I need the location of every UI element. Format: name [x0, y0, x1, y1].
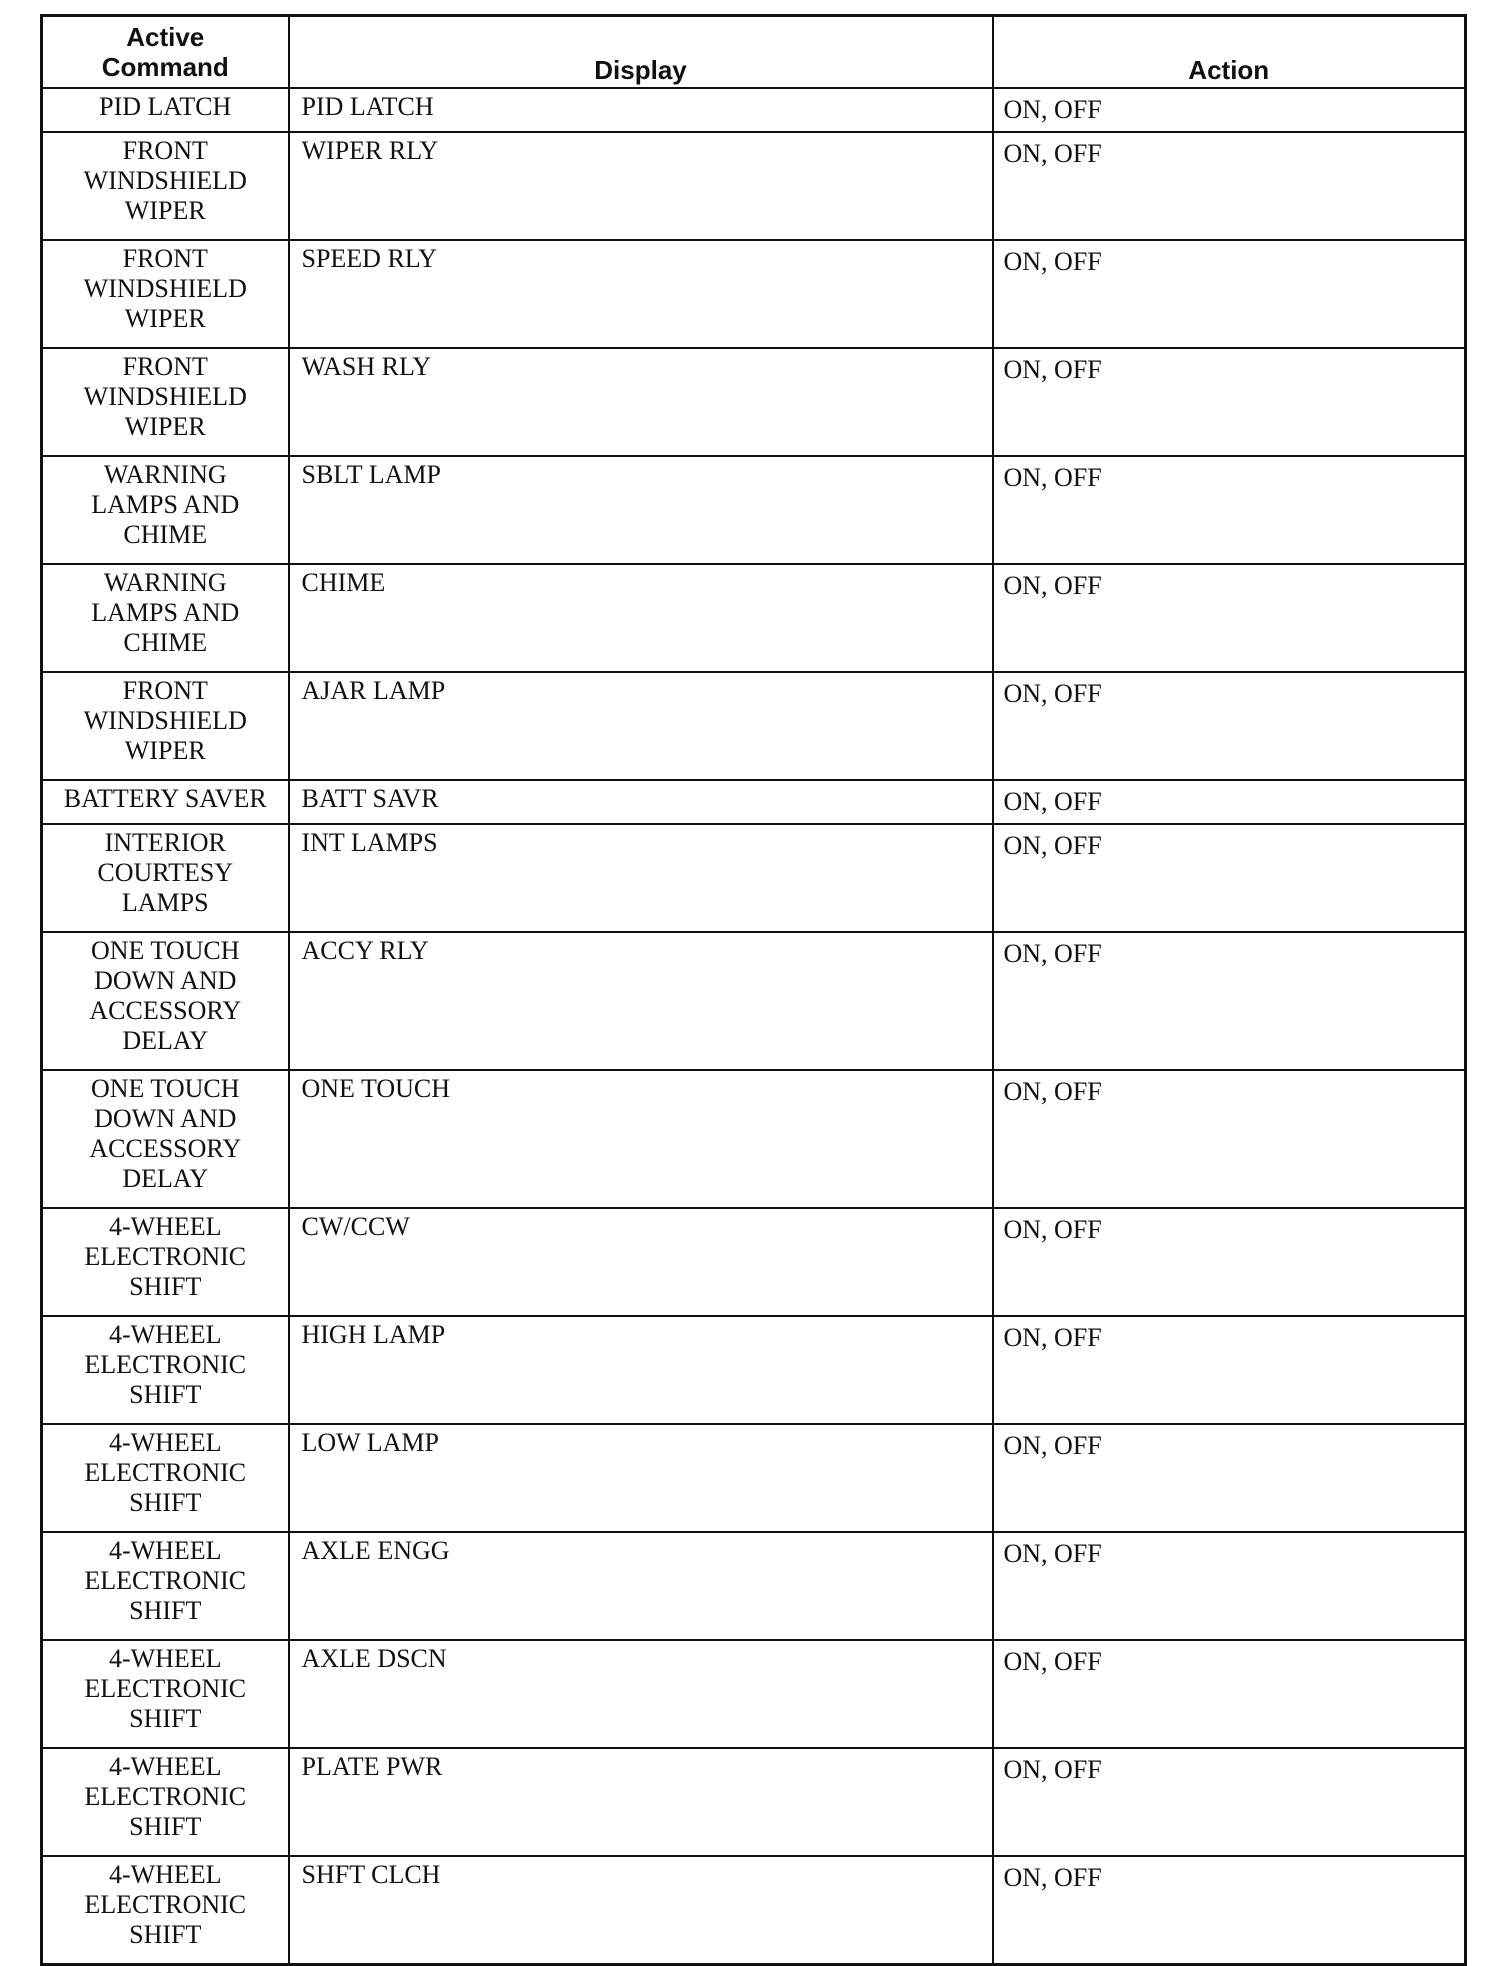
table-row [42, 1748, 1466, 1856]
cell-active-command: 4-WHEEL ELECTRONIC SHIFT [42, 1424, 289, 1532]
table-row [42, 1532, 1466, 1640]
cell-display: ONE TOUCH [289, 1070, 993, 1208]
table-row [42, 780, 1466, 824]
cell-action: ON, OFF [993, 672, 1466, 780]
cell-action: ON, OFF [993, 780, 1466, 824]
table-row [42, 1316, 1466, 1424]
table-row [42, 88, 1466, 132]
table-row [42, 132, 1466, 240]
cell-active-command: BATTERY SAVER [42, 780, 289, 824]
cell-action: ON, OFF [993, 88, 1466, 132]
cell-display: PLATE PWR [289, 1748, 993, 1856]
table-header [42, 16, 1466, 89]
cell-display: WASH RLY [289, 348, 993, 456]
cell-display: SBLT LAMP [289, 456, 993, 564]
cell-active-command: 4-WHEEL ELECTRONIC SHIFT [42, 1640, 289, 1748]
cell-active-command: 4-WHEEL ELECTRONIC SHIFT [42, 1856, 289, 1965]
cell-action: ON, OFF [993, 1070, 1466, 1208]
cell-active-command: FRONT WINDSHIELD WIPER [42, 672, 289, 780]
table-row [42, 1856, 1466, 1965]
table-row [42, 824, 1466, 932]
cell-action: ON, OFF [993, 1316, 1466, 1424]
table-row [42, 240, 1466, 348]
cell-action: ON, OFF [993, 348, 1466, 456]
cell-display: HIGH LAMP [289, 1316, 993, 1424]
cell-active-command: FRONT WINDSHIELD WIPER [42, 240, 289, 348]
cell-active-command: ONE TOUCH DOWN AND ACCESSORY DELAY [42, 1070, 289, 1208]
table-row [42, 672, 1466, 780]
cell-action: ON, OFF [993, 132, 1466, 240]
cell-display: BATT SAVR [289, 780, 993, 824]
cell-active-command: ONE TOUCH DOWN AND ACCESSORY DELAY [42, 932, 289, 1070]
cell-action: ON, OFF [993, 456, 1466, 564]
cell-active-command: 4-WHEEL ELECTRONIC SHIFT [42, 1316, 289, 1424]
cell-active-command: 4-WHEEL ELECTRONIC SHIFT [42, 1748, 289, 1856]
cell-action: ON, OFF [993, 1208, 1466, 1316]
cell-display: AXLE ENGG [289, 1532, 993, 1640]
cell-action: ON, OFF [993, 240, 1466, 348]
cell-display: AXLE DSCN [289, 1640, 993, 1748]
cell-active-command: FRONT WINDSHIELD WIPER [42, 348, 289, 456]
active-command-table [40, 14, 1467, 1966]
cell-active-command: FRONT WINDSHIELD WIPER [42, 132, 289, 240]
cell-display: WIPER RLY [289, 132, 993, 240]
table-row [42, 1208, 1466, 1316]
cell-action: ON, OFF [993, 1640, 1466, 1748]
cell-active-command: 4-WHEEL ELECTRONIC SHIFT [42, 1532, 289, 1640]
header-active-command: Active Command [42, 16, 289, 89]
cell-action: ON, OFF [993, 1424, 1466, 1532]
cell-display: LOW LAMP [289, 1424, 993, 1532]
table-row [42, 1070, 1466, 1208]
cell-display: INT LAMPS [289, 824, 993, 932]
cell-action: ON, OFF [993, 564, 1466, 672]
table-row [42, 1424, 1466, 1532]
cell-display: SHFT CLCH [289, 1856, 993, 1965]
table-row [42, 348, 1466, 456]
table-body [42, 88, 1466, 1965]
cell-display: SPEED RLY [289, 240, 993, 348]
cell-action: ON, OFF [993, 932, 1466, 1070]
document-page [40, 14, 1464, 1966]
cell-active-command: 4-WHEEL ELECTRONIC SHIFT [42, 1208, 289, 1316]
cell-action: ON, OFF [993, 1748, 1466, 1856]
table-row [42, 456, 1466, 564]
cell-active-command: WARNING LAMPS AND CHIME [42, 456, 289, 564]
cell-display: ACCY RLY [289, 932, 993, 1070]
cell-display: AJAR LAMP [289, 672, 993, 780]
cell-display: PID LATCH [289, 88, 993, 132]
cell-action: ON, OFF [993, 1856, 1466, 1965]
cell-action: ON, OFF [993, 824, 1466, 932]
cell-display: CHIME [289, 564, 993, 672]
cell-active-command: PID LATCH [42, 88, 289, 132]
header-row [42, 16, 1466, 89]
table-row [42, 1640, 1466, 1748]
header-display: Display [289, 16, 993, 89]
cell-active-command: WARNING LAMPS AND CHIME [42, 564, 289, 672]
cell-active-command: INTERIOR COURTESY LAMPS [42, 824, 289, 932]
table-row [42, 932, 1466, 1070]
table-row [42, 564, 1466, 672]
cell-action: ON, OFF [993, 1532, 1466, 1640]
cell-display: CW/CCW [289, 1208, 993, 1316]
header-action: Action [993, 16, 1466, 89]
